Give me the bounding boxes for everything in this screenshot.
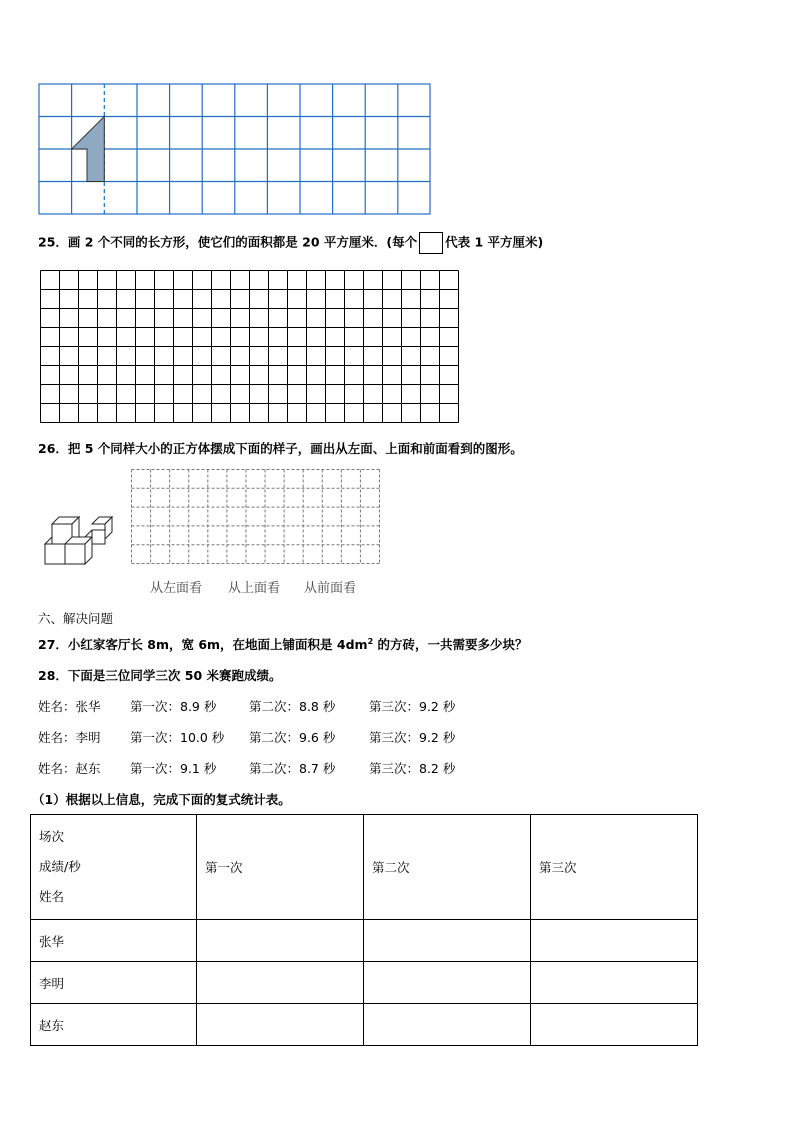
answer-cell[interactable]: [364, 1004, 531, 1046]
section-title: 六、解决问题: [38, 611, 114, 626]
record-run3: 第三次：8.2 秒: [369, 761, 456, 776]
record-run2: 第二次：8.8 秒: [249, 699, 336, 714]
label-left-view: 从左面看: [150, 581, 203, 596]
answer-cell[interactable]: [197, 962, 364, 1004]
drawing-grid-25: [40, 270, 460, 424]
question-28: 28．下面是三位同学三次 50 米赛跑成绩。: [38, 668, 282, 683]
question-25: 25．画 2 个不同的长方形，使它们的面积都是 20 平方厘米．(每个 代表 1 平方厘米): [38, 232, 543, 254]
record-name: 姓名：张华: [38, 699, 101, 714]
half-shape: [72, 117, 105, 182]
label-top-view: 从上面看: [228, 581, 281, 596]
col-header-run1: 第一次: [197, 815, 364, 920]
answer-cell[interactable]: [364, 920, 531, 962]
col-header-run3: 第三次: [531, 815, 698, 920]
question-27: 27．小红家客厅长 8m，宽 6m，在地面上铺面积是 $4dm^2$ 的方砖，一共需要多少块？: [38, 636, 528, 652]
answer-cell[interactable]: [531, 962, 698, 1004]
answer-cell[interactable]: [197, 1004, 364, 1046]
question-26: 26．把 5 个同样大小的正方体摆成下面的样子，画出从左面、上面和前面看到的图形。: [38, 441, 523, 456]
answer-cell[interactable]: [197, 920, 364, 962]
record-run1: 第一次：8.9 秒: [130, 699, 217, 714]
record-run3: 第三次：9.2 秒: [369, 699, 456, 714]
answer-cell[interactable]: [531, 920, 698, 962]
answer-cell[interactable]: [531, 1004, 698, 1046]
dashed-grid-26: [131, 469, 381, 565]
symmetry-grid: [38, 83, 433, 216]
row-header-name: 李明: [31, 962, 197, 1004]
record-run3: 第三次：9.2 秒: [369, 730, 456, 745]
record-run1: 第一次：10.0 秒: [130, 730, 225, 745]
unit-square-icon: [419, 232, 443, 254]
answer-cell[interactable]: [364, 962, 531, 1004]
label-front-view: 从前面看: [304, 581, 357, 596]
record-run2: 第二次：9.6 秒: [249, 730, 336, 745]
cube-stack-figure: [42, 512, 117, 568]
row-header-name: 赵东: [31, 1004, 197, 1046]
record-run1: 第一次：9.1 秒: [130, 761, 217, 776]
corner-header: 场次 成绩/秒 姓名: [31, 815, 197, 920]
record-run2: 第二次：8.7 秒: [249, 761, 336, 776]
col-header-run2: 第二次: [364, 815, 531, 920]
compound-stat-table: [30, 814, 698, 1046]
record-name: 姓名：李明: [38, 730, 101, 745]
record-name: 姓名：赵东: [38, 761, 101, 776]
sub-question-1: （1）根据以上信息，完成下面的复式统计表。: [32, 792, 291, 807]
row-header-name: 张华: [31, 920, 197, 962]
